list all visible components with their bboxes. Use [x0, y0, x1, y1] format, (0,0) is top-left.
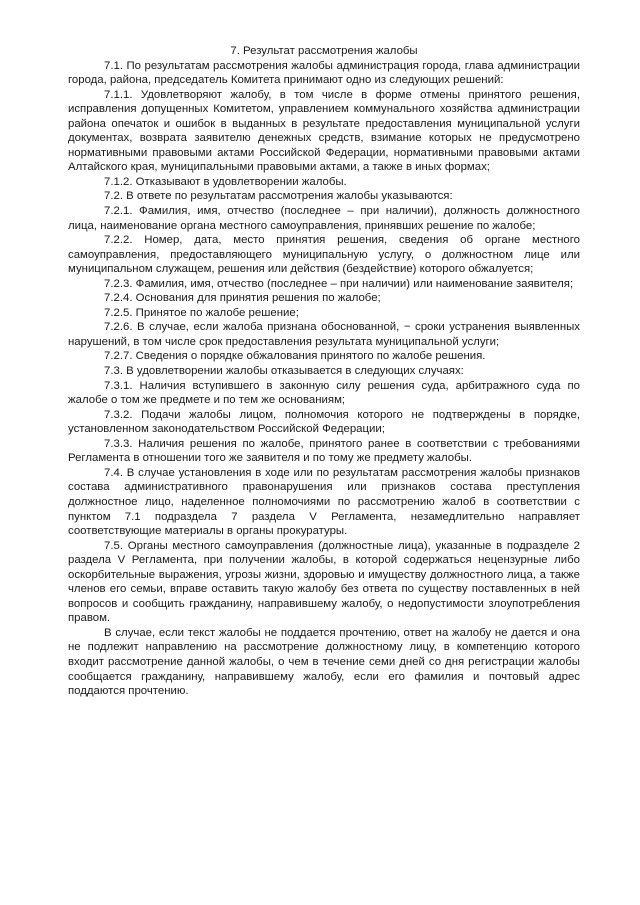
section-heading: 7. Результат рассмотрения жалобы — [230, 45, 418, 57]
paragraph-7-2-3: 7.2.3. Фамилия, имя, отчество (последнее – при наличии) или наименование заявителя; — [104, 277, 574, 290]
paragraph-7-3-2: 7.3.2. Подачи жалобы лицом, полномочия которого не подтверждены в порядке, установленном законодательством Российской Федерации; — [68, 408, 580, 436]
paragraph-7-4: 7.4. В случае установления в ходе или по результатам рассмотрения жалобы признаков состава административного правонарушения или признаков состава преступления должностное лицо, наделенное полномочиями по рассмотрению жалоб в соответствии с пунктом 7.1 подраздела 7 раздела V Регламента, незамедлительно направляет соответствующие материалы в органы прокуратуры. — [68, 466, 580, 538]
paragraph-7-1-2: 7.1.2. Отказывают в удовлетворении жалобы. — [104, 175, 347, 188]
paragraph-7-2-5: 7.2.5. Принятое по жалобе решение; — [104, 306, 299, 319]
paragraph-7-2: 7.2. В ответе по результатам рассмотрения жалобы указываются: — [104, 190, 453, 203]
document-body — [68, 44, 580, 699]
paragraph-7-3-1: 7.3.1. Наличия вступившего в законную силу решения суда, арбитражного суда по жалобе о том же предмете и по тем же основаниям; — [68, 379, 580, 407]
paragraph-7-1-1: 7.1.1. Удовлетворяют жалобу, в том числе в форме отмены принятого решения, исправления допущенных Комитетом, управлением коммунального хозяйства администрации района опечаток и ошибок в выданных в результате предоставления муниципальной услуги документах, возврата заявителю денежных средств, взимание которых не предусмотрено нормативными правовыми актами Российской Федерации, нормативными правовыми актами Алтайского края, муниципальными правовыми актами, а также в иных формах; — [68, 88, 580, 174]
paragraph-7-5: 7.5. Органы местного самоуправления (должностные лица), указанные в подразделе 2 раздела V Регламента, при получении жалобы, в которой содержаться нецензурные либо оскорбительные выражения, угрозы жизни, здоровью и имуществу должностного лица, а также членов его семьи, вправе оставить такую жалобу без ответа по существу поставленных в ней вопросов и сообщить гражданину, направившему жалобу, о недопустимости злоупотребления правом. — [68, 539, 580, 625]
paragraph-unreadable-complaint: В случае, если текст жалобы не поддается прочтению, ответ на жалобу не дается и она не подлежит направлению на рассмотрение должностному лицу, в компетенцию которого входит рассмотрение данной жалобы, о чем в течение семи дней со дня регистрации жалобы сообщается гражданину, направившему жалобу, если его фамилия и почтовый адрес поддаются прочтению. — [68, 626, 580, 698]
paragraph-7-3: 7.3. В удовлетворении жалобы отказывается в следующих случаях: — [104, 365, 464, 378]
paragraph-7-2-1: 7.2.1. Фамилия, имя, отчество (последнее – при наличии), должность должностного лица, наименование органа местного самоуправления, принявших решение по жалобе; — [68, 205, 580, 232]
paragraph-7-2-7: 7.2.7. Сведения о порядке обжалования принятого по жалобе решения. — [104, 350, 486, 363]
paragraph-7-1: 7.1. По результатам рассмотрения жалобы администрация города, глава администрации города, района, председатель Комитета принимают одно из следующих решений: — [68, 59, 580, 87]
paragraph-7-3-3: 7.3.3. Наличия решения по жалобе, принятого ранее в соответствии с требованиями Регламента в отношении того же заявителя и по тому же предмету жалобы. — [68, 437, 580, 465]
paragraph-7-2-4: 7.2.4. Основания для принятия решения по жалобе; — [104, 292, 381, 305]
paragraph-7-2-6: 7.2.6. В случае, если жалоба признана обоснованной, − сроки устранения выявленных нарушений, в том числе срок предоставления результата муниципальной услуги; — [68, 321, 580, 348]
paragraph-7-2-2: 7.2.2. Номер, дата, место принятия решения, сведения об органе местного самоуправления, предоставляющего муниципальную услугу, о должностном лице или муниципальном служащем, решения или действия (бездействие) которого обжалуется; — [68, 234, 580, 276]
